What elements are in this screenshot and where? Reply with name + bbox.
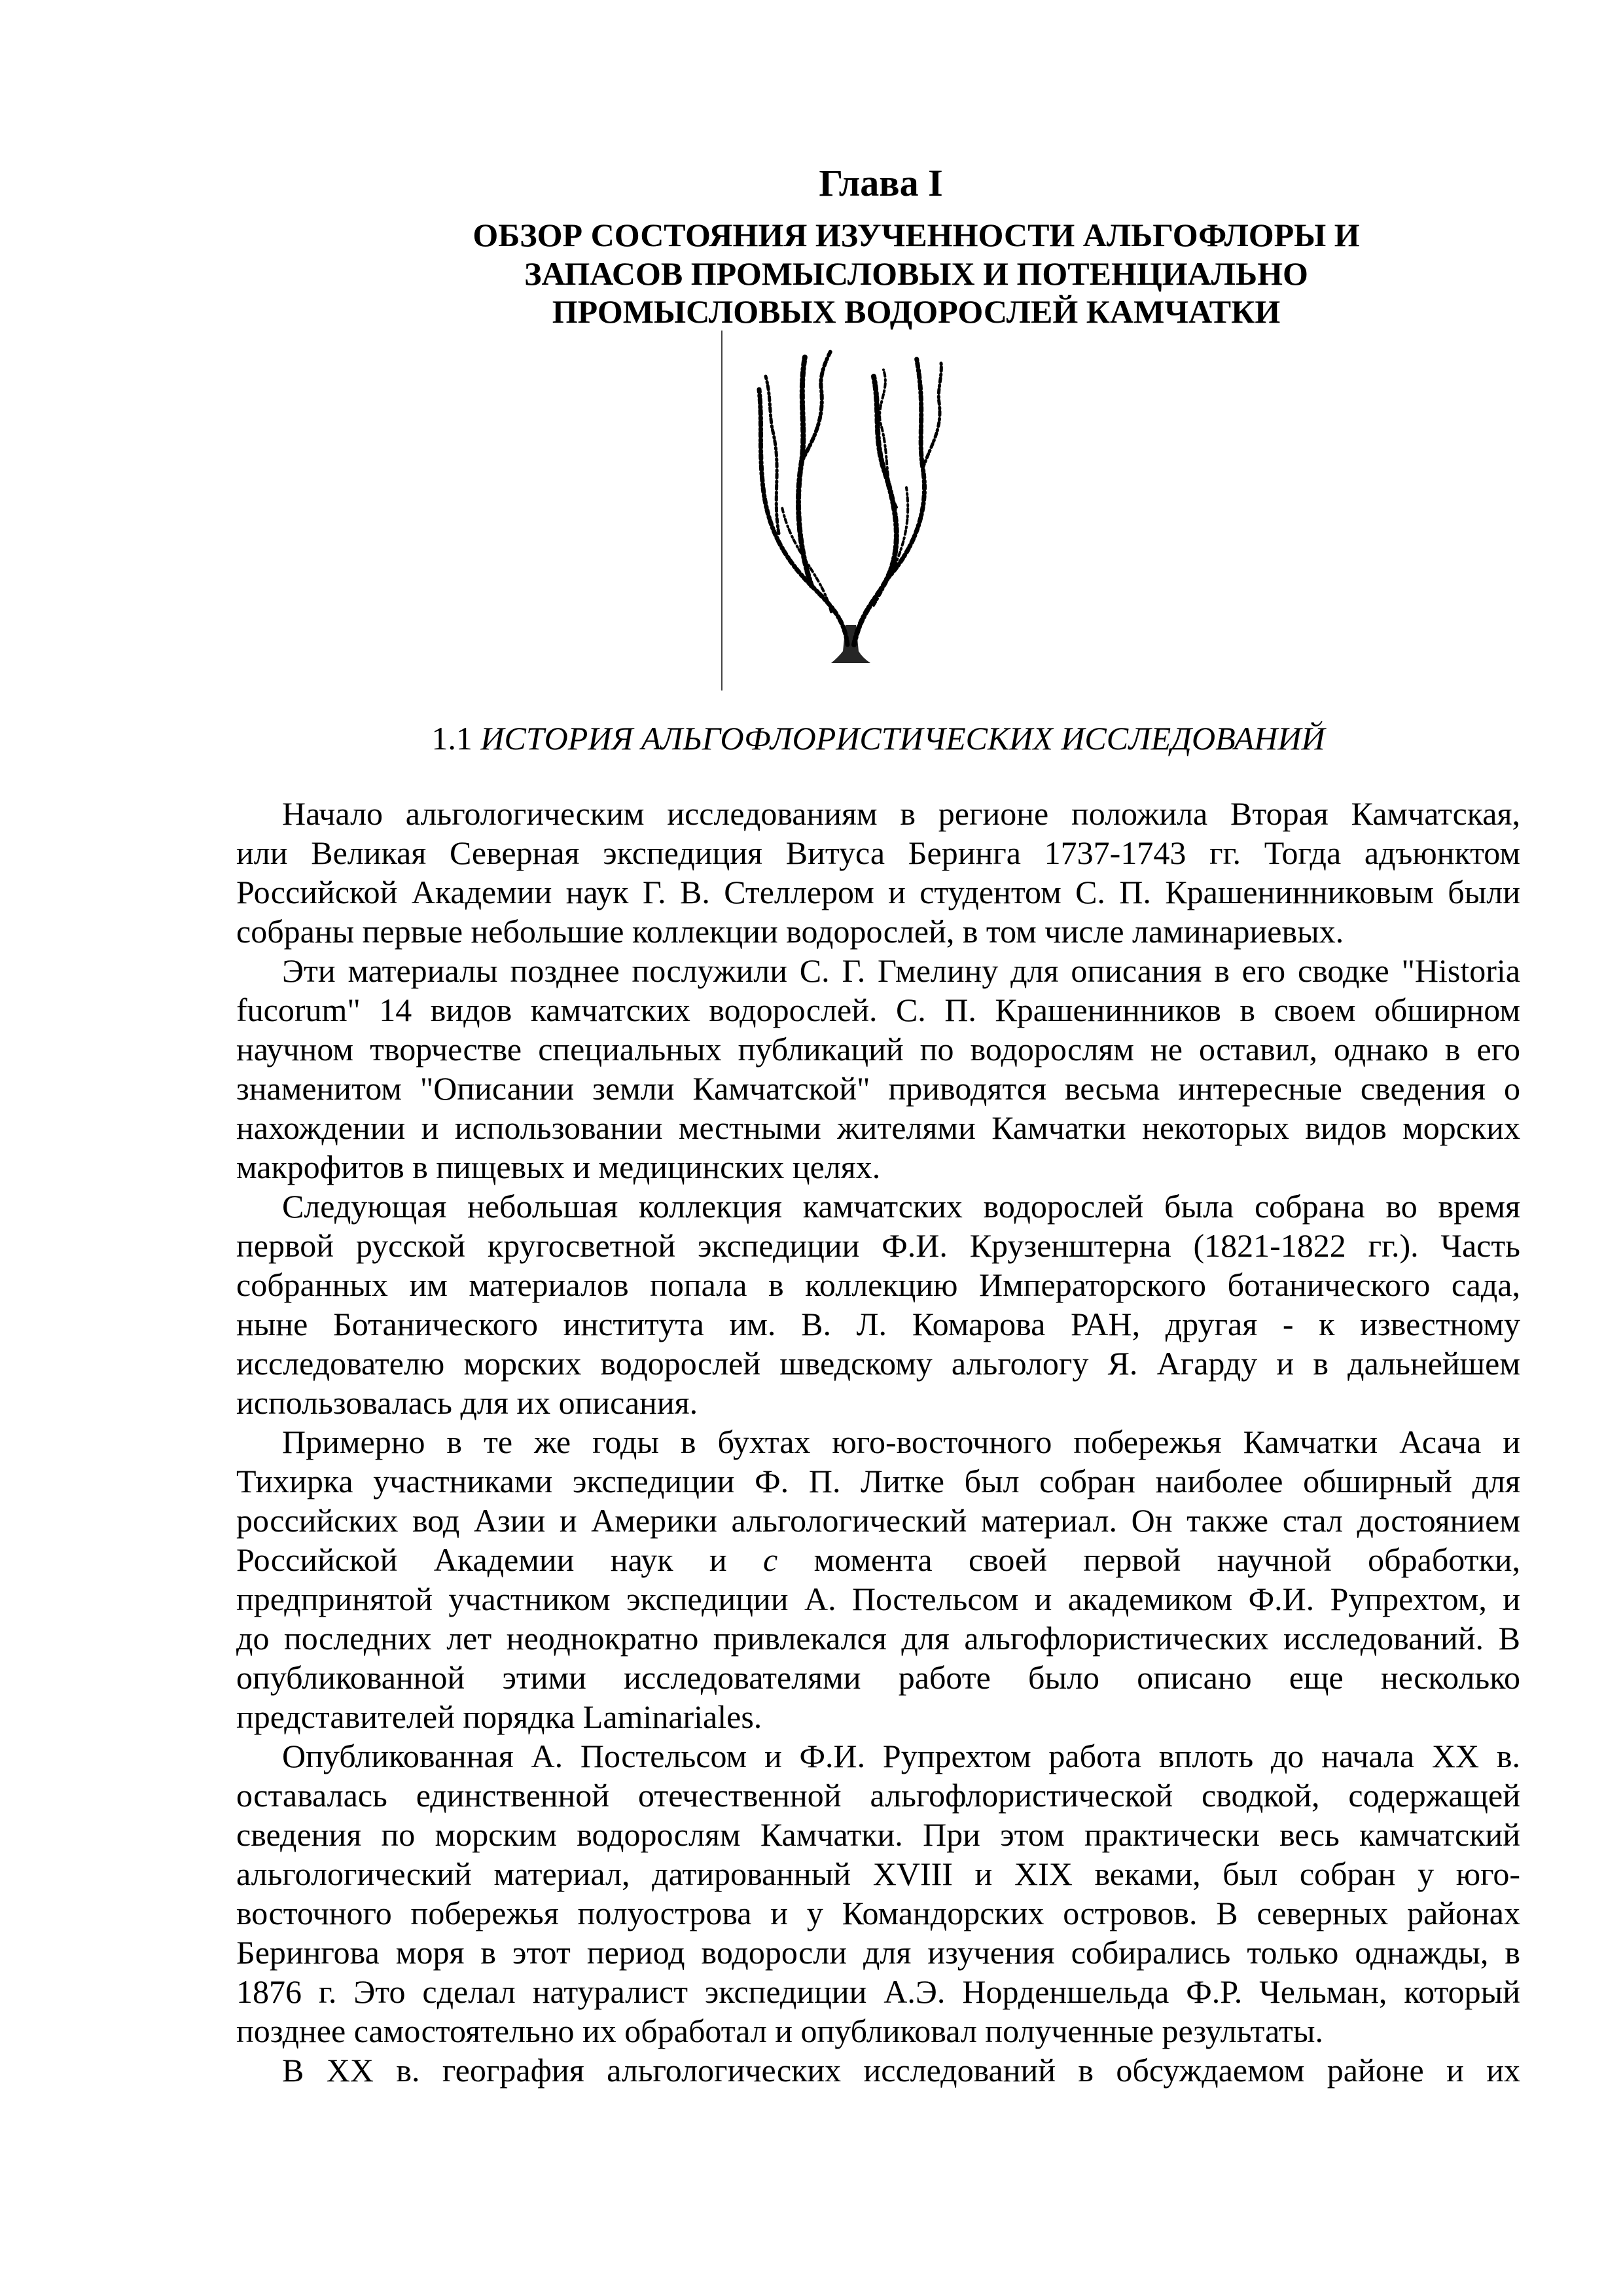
text-line: ныне Ботанического института им. В. Л. Комарова РАН, другая - к известному	[236, 1306, 1520, 1342]
text-line: В XX в. география альгологических исследований в обсуждаемом районе и их	[282, 2052, 1520, 2089]
text-line: позднее самостоятельно их обработал и опубликовал полученные результаты.	[236, 2013, 1323, 2049]
text-line: научном творчестве специальных публикаций по водорослям не оставил, однако в его	[236, 1031, 1520, 1067]
text-line: Тихирка участниками экспедиции Ф. П. Литке был собран наиболее обширный для	[236, 1463, 1520, 1499]
text-line: или Великая Северная экспедиция Витуса Беринга 1737-1743 гг. Тогда адъюнктом	[236, 834, 1520, 871]
text-line: предпринятой участником экспедиции А. Постельсом и академиком Ф.И. Рупрехтом, и	[236, 1581, 1520, 1617]
text-line: до последних лет неоднократно привлекался для альгофлористических исследований. В	[236, 1620, 1520, 1657]
text-line: использовалась для их описания.	[236, 1384, 698, 1421]
text-line: нахождении и использовании местными жителями Камчатки некоторых видов морских	[236, 1109, 1520, 1146]
paragraph	[236, 2051, 1520, 2090]
text-line: знаменитом "Описании земли Камчатской" приводятся весьма интересные сведения о	[236, 1070, 1520, 1107]
text-line: Эти материалы позднее послужили С. Г. Гмелину для описания в его сводке "Historia	[282, 952, 1520, 989]
text-line: собраны первые небольшие коллекции водорослей, в том числе ламинариевых.	[236, 913, 1344, 950]
text-segment: момента своей первой научной обработки,	[777, 1541, 1520, 1578]
chapter-heading-line: ПРОМЫСЛОВЫХ ВОДОРОСЛЕЙ КАМЧАТКИ	[552, 293, 1281, 330]
text-line: собранных им материалов попала в коллекцию Императорского ботанического сада,	[236, 1266, 1520, 1303]
chapter-heading	[425, 216, 1407, 331]
text-segment: Российской Академии наук и	[236, 1541, 764, 1578]
text-line: Следующая небольшая коллекция камчатских водорослей была собрана во время	[282, 1188, 1520, 1225]
seaweed-kelp-illustration-icon	[733, 337, 975, 677]
section-title	[355, 717, 1402, 759]
text-line: Опубликованная А. Постельсом и Ф.И. Рупрехтом работа вплоть до начала XX в.	[282, 1738, 1520, 1774]
text-line: альгологический материал, датированный XVIII и XIX веками, был собран у юго-	[236, 1856, 1520, 1892]
text-line	[236, 1540, 1520, 1579]
vertical-divider	[721, 331, 722, 691]
paragraph	[236, 1187, 1520, 1422]
paragraph	[236, 794, 1520, 951]
text-line: российских вод Азии и Америки альгологический материал. Он также стал достоянием	[236, 1502, 1520, 1539]
text-line: Российской Академии наук Г. В. Стеллером и студентом С. П. Крашенинниковым были	[236, 874, 1520, 910]
text-line: Берингова моря в этот период водоросли для изучения собирались только однажды, в	[236, 1934, 1520, 1971]
paragraph	[236, 1422, 1520, 1736]
section-title-text: ИСТОРИЯ АЛЬГОФЛОРИСТИЧЕСКИХ ИССЛЕДОВАНИЙ	[480, 720, 1325, 757]
text-line: опубликованной этими исследователями работе было описано еще несколько	[236, 1659, 1520, 1696]
text-line: Примерно в те же годы в бухтах юго-восточного побережья Камчатки Асача и	[282, 1424, 1520, 1460]
text-line: восточного побережья полуострова и у Командорских островов. В северных районах	[236, 1895, 1520, 1931]
text-line: макрофитов в пищевых и медицинских целях.	[236, 1149, 881, 1185]
chapter-heading-line: ОБЗОР СОСТОЯНИЯ ИЗУЧЕННОСТИ АЛЬГОФЛОРЫ И	[473, 217, 1360, 253]
text-line: представителей порядка Laminariales.	[236, 1698, 762, 1735]
section-number: 1.1	[431, 720, 473, 757]
text-line: первой русской кругосветной экспедиции Ф.И. Крузенштерна (1821-1822 гг.). Часть	[236, 1227, 1520, 1264]
text-line: сведения по морским водорослям Камчатки. При этом практически весь камчатский	[236, 1816, 1520, 1853]
paragraph	[236, 951, 1520, 1187]
text-line: исследователю морских водорослей шведскому альгологу Я. Агарду и в дальнейшем	[236, 1345, 1520, 1382]
paragraph	[236, 1736, 1520, 2051]
text-line: fucorum" 14 видов камчатских водорослей. С. П. Крашенинников в своем обширном	[236, 992, 1520, 1028]
text-line: оставалась единственной отечественной альгофлористической сводкой, содержащей	[236, 1777, 1520, 1814]
italic-text: с	[763, 1541, 778, 1578]
text-line: Начало альгологическим исследованиям в регионе положила Вторая Камчатская,	[282, 795, 1520, 832]
chapter-title: Глава I	[819, 162, 943, 204]
chapter-heading-line: ЗАПАСОВ ПРОМЫСЛОВЫХ И ПОТЕНЦИАЛЬНО	[524, 255, 1308, 292]
text-line: 1876 г. Это сделал натуралист экспедиции А.Э. Норденшельда Ф.Р. Чельман, который	[236, 1973, 1520, 2010]
body-text	[236, 794, 1520, 2090]
